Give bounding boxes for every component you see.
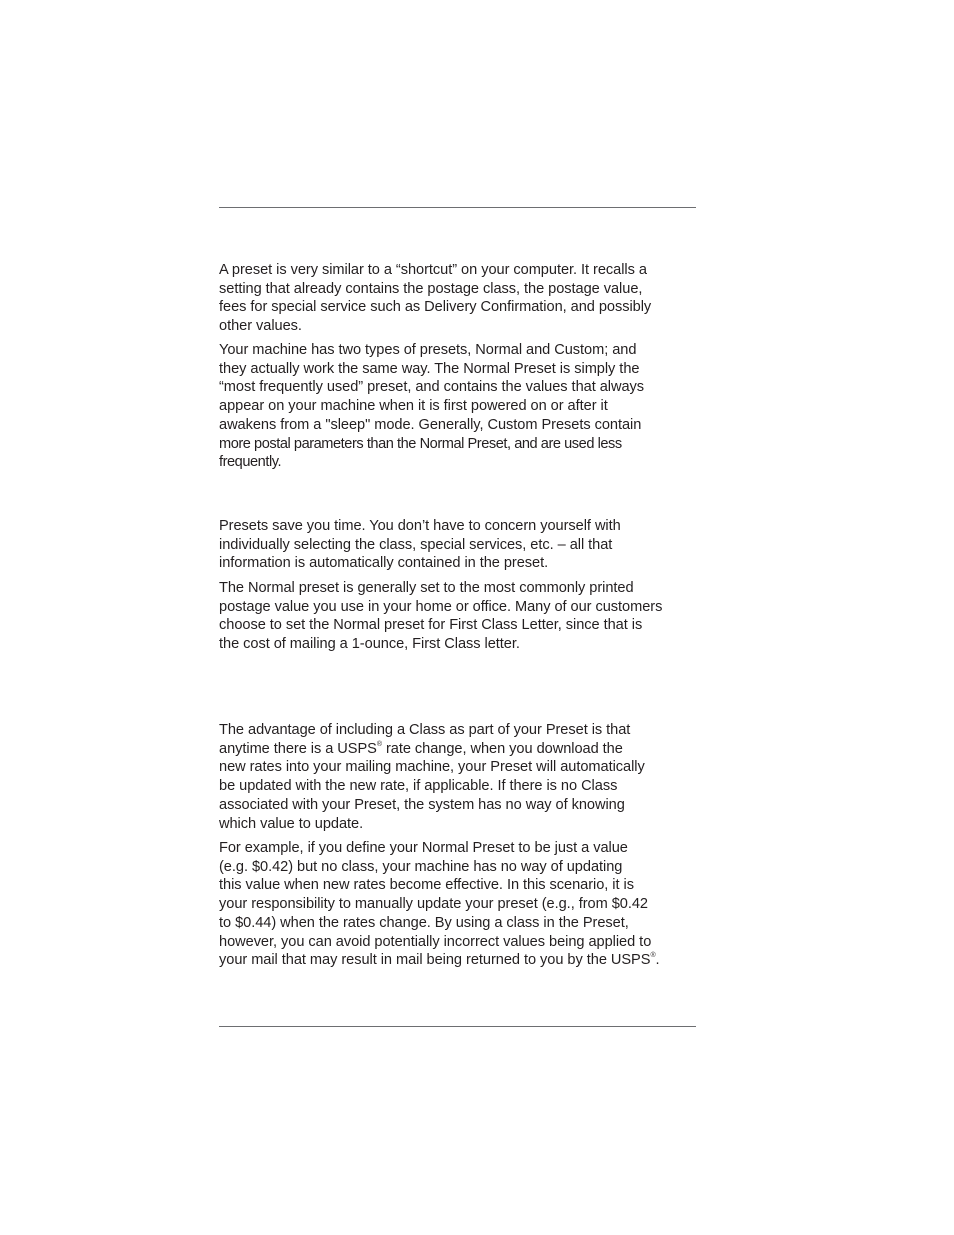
text-segment: rate change, when you download the	[385, 740, 623, 757]
text-line: more postal parameters than the Normal Preset, and are used less	[219, 435, 622, 452]
text-segment: .	[655, 952, 660, 969]
text-line	[219, 951, 699, 970]
text-line: other values.	[219, 318, 302, 335]
paragraph-example	[219, 839, 699, 970]
text-segment: anytime there is a USPS	[219, 740, 377, 757]
text-line: fees for special service such as Delivery Confirmation, and possibly	[219, 299, 652, 316]
paragraph-preset-definition	[219, 261, 699, 336]
text-line: they actually work the same way. The Normal Preset is simply the	[219, 360, 640, 377]
text-line: awakens from a "sleep" mode. Generally, Custom Presets contain	[219, 416, 642, 433]
text-line: choose to set the Normal preset for First Class Letter, since that is	[219, 617, 643, 634]
text-line: associated with your Preset, the system has no way of knowing	[219, 796, 625, 813]
text-line: “most frequently used” preset, and contains the values that always	[219, 379, 645, 396]
top-divider	[219, 207, 696, 208]
text-line: Presets save you time. You don’t have to concern yourself with	[219, 518, 621, 534]
registered-mark: ®	[376, 740, 382, 748]
text-line: For example, if you define your Normal Preset to be just a value	[219, 840, 628, 856]
text-line: frequently.	[219, 454, 282, 471]
text-line: setting that already contains the postage class, the postage value,	[219, 280, 643, 297]
bottom-divider	[219, 1026, 696, 1027]
text-line: to $0.44) when the rates change. By using a class in the Preset,	[219, 914, 629, 931]
text-line: your responsibility to manually update your preset (e.g., from $0.42	[219, 896, 648, 913]
text-line: information is automatically contained in the preset.	[219, 555, 549, 572]
text-line: individually selecting the class, special services, etc. – all that	[219, 536, 613, 553]
text-line: new rates into your mailing machine, your Preset will automatically	[219, 759, 645, 776]
text-line: Your machine has two types of presets, Normal and Custom; and	[219, 342, 637, 358]
text-line: The advantage of including a Class as part of your Preset is that	[219, 722, 631, 738]
text-line: A preset is very similar to a “shortcut” on your computer. It recalls a	[219, 262, 647, 278]
paragraph-normal-preset-usage	[219, 579, 699, 654]
registered-mark: ®	[650, 952, 656, 960]
text-line: The Normal preset is generally set to the most commonly printed	[219, 580, 634, 596]
text-line: postage value you use in your home or office. Many of our customers	[219, 598, 663, 615]
text-segment: your mail that may result in mail being returned to you by the USPS	[219, 952, 651, 969]
text-line: the cost of mailing a 1-ounce, First Class letter.	[219, 636, 520, 653]
text-line: this value when new rates become effective. In this scenario, it is	[219, 877, 634, 894]
paragraph-presets-save-time	[219, 517, 699, 573]
text-line: be updated with the new rate, if applicable. If there is no Class	[219, 778, 618, 795]
text-line: which value to update.	[219, 815, 364, 832]
paragraph-class-advantage	[219, 721, 699, 833]
text-line: (e.g. $0.42) but no class, your machine has no way of updating	[219, 858, 623, 875]
text-line: appear on your machine when it is first powered on or after it	[219, 398, 608, 415]
paragraph-preset-types	[219, 341, 699, 472]
text-line: however, you can avoid potentially incorrect values being applied to	[219, 933, 652, 950]
text-line	[219, 740, 699, 759]
